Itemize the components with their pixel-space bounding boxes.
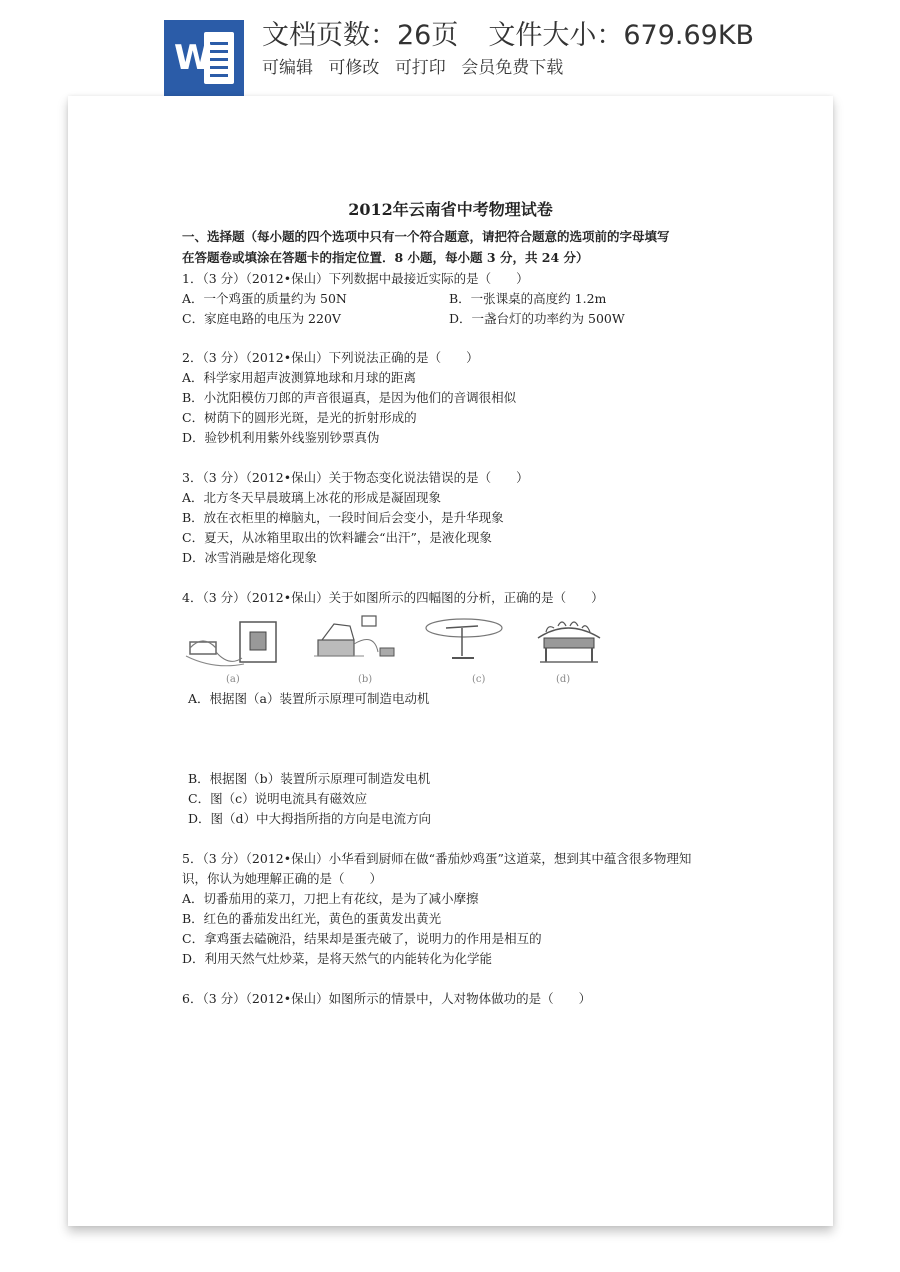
feature-modifiable: 可修改 xyxy=(328,58,380,78)
figure-a-motor-apparatus xyxy=(184,612,284,674)
document-title: 2012年云南省中考物理试卷 xyxy=(348,200,553,219)
question-3-option-b: B．放在衣柜里的樟脑丸，一段时间后会变小，是升华现象 xyxy=(182,510,504,525)
question-4-option-b: B．根据图（b）装置所示原理可制造发电机 xyxy=(188,771,431,786)
page-count-label: 文档页数：26页 xyxy=(262,20,459,51)
feature-printable: 可打印 xyxy=(394,58,446,78)
question-4-figures xyxy=(184,612,614,692)
figure-c-caption: (c) xyxy=(472,674,486,685)
question-4-option-c: C．图（c）说明电流具有磁效应 xyxy=(188,791,368,806)
question-3-option-a: A．北方冬天早晨玻璃上冰花的形成是凝固现象 xyxy=(182,490,442,505)
question-4-stem: 4．（3 分）（2012•保山）关于如图所示的四幅图的分析，正确的是（ ） xyxy=(182,590,604,605)
question-5-option-a: A．切番茄用的菜刀，刀把上有花纹，是为了减小摩擦 xyxy=(182,891,479,906)
question-5-option-c: C．拿鸡蛋去磕碗沿，结果却是蛋壳破了，说明力的作用是相互的 xyxy=(182,931,542,946)
question-1-option-b: B．一张课桌的高度约 1.2m xyxy=(449,291,607,306)
figure-d-hand-coil xyxy=(524,612,614,674)
document-page xyxy=(68,96,833,1226)
figure-c-compass-wire xyxy=(416,612,516,674)
question-4-option-d: D．图（d）中大拇指所指的方向是电流方向 xyxy=(188,811,432,826)
question-5-option-b: B．红色的番茄发出红光，黄色的蛋黄发出黄光 xyxy=(182,911,442,926)
question-5-option-d: D．利用天然气灶炒菜，是将天然气的内能转化为化学能 xyxy=(182,951,493,966)
question-3-option-d: D．冰雪消融是熔化现象 xyxy=(182,550,318,565)
question-3-option-c: C．夏天，从冰箱里取出的饮料罐会“出汗”，是液化现象 xyxy=(182,530,492,545)
question-4-option-a: A．根据图（a）装置所示原理可制造电动机 xyxy=(188,691,430,706)
feature-member-download: 会员免费下载 xyxy=(461,58,564,78)
question-5-stem-line1: 5．（3 分）（2012•保山）小华看到厨师在做“番茄炒鸡蛋”这道菜，想到其中蕴含很多物理知 xyxy=(182,851,692,866)
section-heading-line2: 在答题卷或填涂在答题卡的指定位置．8 小题，每小题 3 分，共 24 分） xyxy=(182,250,589,265)
question-3-stem: 3．（3 分）（2012•保山）关于物态变化说法错误的是（ ） xyxy=(182,470,529,485)
feature-editable: 可编辑 xyxy=(262,58,313,78)
question-2-option-c: C．树荫下的圆形光斑，是光的折射形成的 xyxy=(182,410,417,425)
question-1-stem: 1．（3 分）（2012•保山）下列数据中最接近实际的是（ ） xyxy=(182,271,529,286)
question-2-option-b: B．小沈阳模仿刀郎的声音很逼真，是因为他们的音调很相似 xyxy=(182,390,517,405)
question-6-stem: 6．（3 分）（2012•保山）如图所示的情景中，人对物体做功的是（ ） xyxy=(182,991,592,1006)
file-size-label: 文件大小：679.69KB xyxy=(488,20,755,51)
question-1-option-c: C．家庭电路的电压为 220V xyxy=(182,311,341,326)
question-1-option-d: D．一盏台灯的功率约为 500W xyxy=(449,311,625,326)
word-letter: W xyxy=(174,38,212,78)
question-2-option-a: A．科学家用超声波测算地球和月球的距离 xyxy=(182,370,417,385)
figure-a-caption: (a) xyxy=(226,674,240,685)
figure-b-generator-apparatus xyxy=(294,612,404,674)
figure-d-caption: (d) xyxy=(556,674,571,685)
question-1-option-a: A．一个鸡蛋的质量约为 50N xyxy=(182,291,347,306)
question-2-stem: 2．（3 分）（2012•保山）下列说法正确的是（ ） xyxy=(182,350,479,365)
section-heading-line1: 一、选择题（每小题的四个选项中只有一个符合题意，请把符合题意的选项前的字母填写 xyxy=(182,229,670,244)
download-header xyxy=(0,0,900,96)
word-document-icon xyxy=(164,20,244,96)
figure-b-caption: (b) xyxy=(358,674,373,685)
file-info-title xyxy=(262,18,754,54)
question-2-option-d: D．验钞机利用紫外线鉴别钞票真伪 xyxy=(182,430,380,445)
question-5-stem-line2: 识，你认为她理解正确的是（ ） xyxy=(182,871,383,886)
feature-list xyxy=(262,56,573,80)
